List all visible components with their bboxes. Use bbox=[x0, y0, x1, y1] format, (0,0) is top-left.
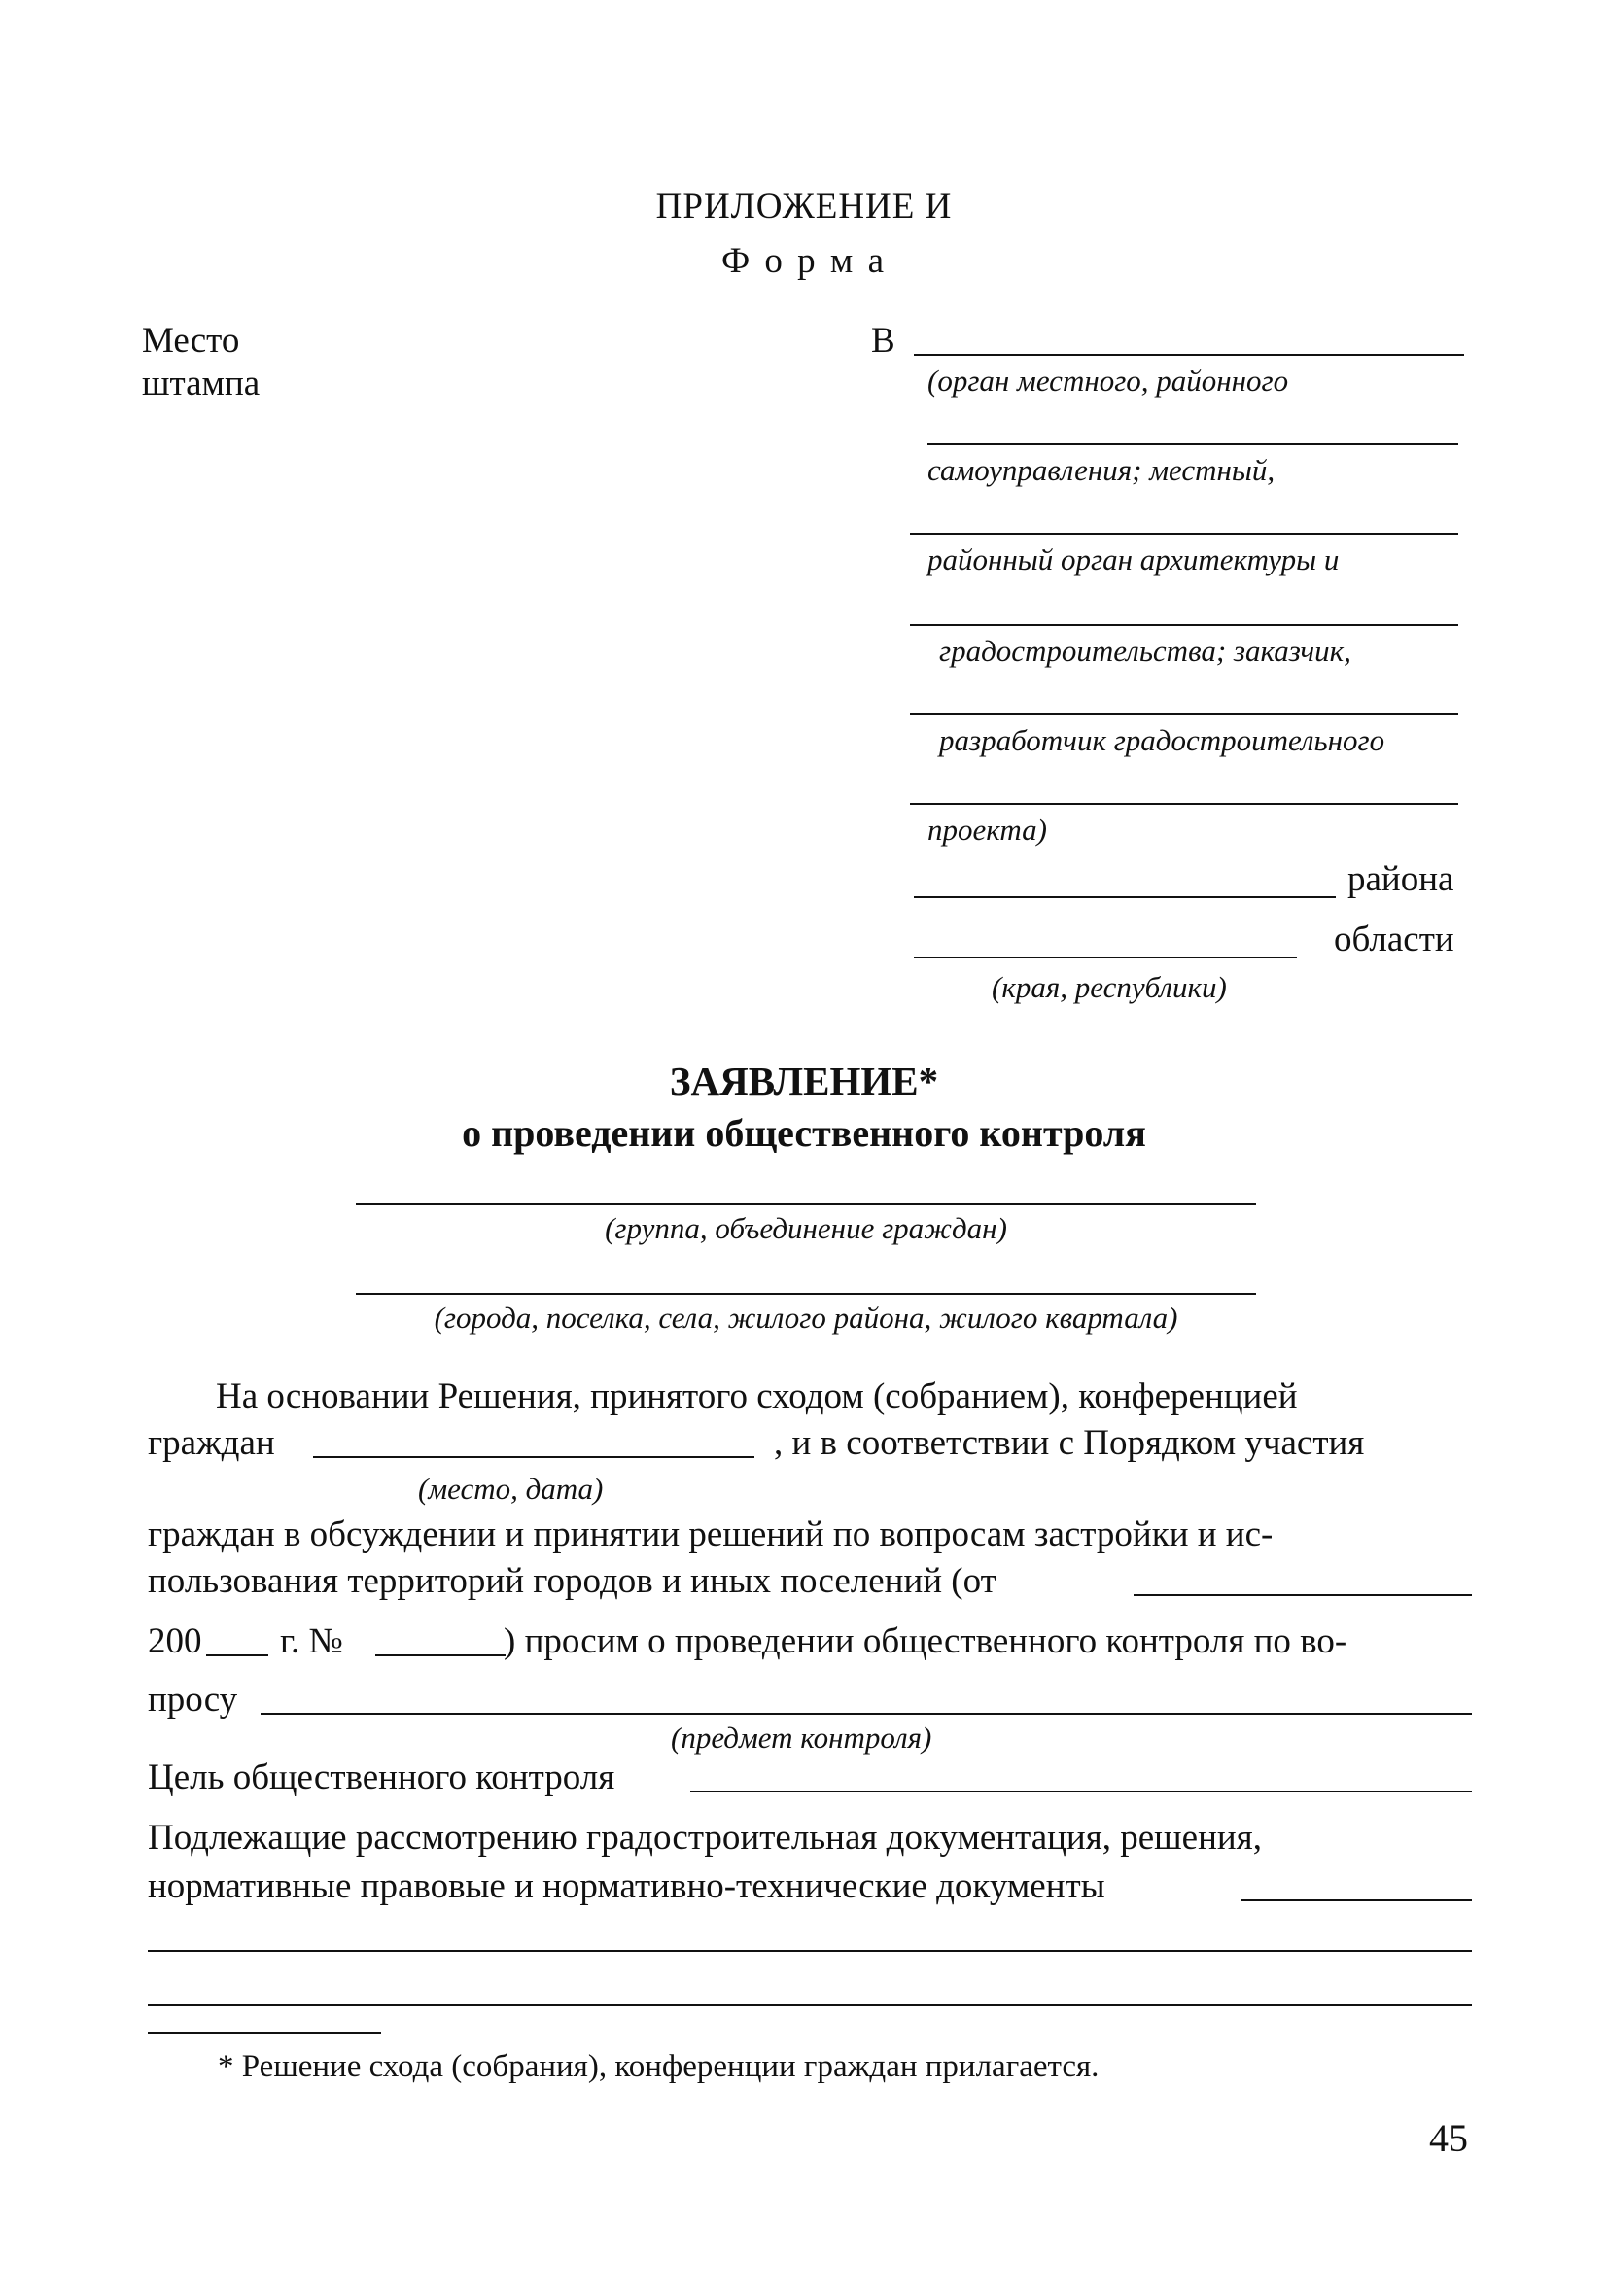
body-line-6: просу bbox=[148, 1680, 238, 1720]
body-line-1: На основании Решения, принятого сходом (собранием), конференцией bbox=[216, 1376, 1298, 1416]
blank-line-1[interactable] bbox=[148, 1950, 1472, 1952]
place-date-line[interactable] bbox=[313, 1456, 754, 1458]
addressee-line-5[interactable] bbox=[910, 713, 1458, 715]
year-prefix: 200 bbox=[148, 1621, 202, 1661]
footnote-separator bbox=[148, 2032, 381, 2034]
decision-date-line[interactable] bbox=[1134, 1594, 1472, 1596]
footnote: * Решение схода (собрания), конференции граждан прилагается. bbox=[218, 2049, 1100, 2084]
addressee-line-1[interactable] bbox=[914, 354, 1464, 356]
addressee-caption-3: районный орган архитектуры и bbox=[927, 542, 1340, 576]
page-number: 45 bbox=[1429, 2116, 1468, 2160]
body-line-5-rest: ) просим о проведении общественного контроля по во- bbox=[504, 1621, 1347, 1661]
appendix-heading: ПРИЛОЖЕНИЕ И bbox=[655, 187, 953, 226]
number-line[interactable] bbox=[375, 1654, 506, 1656]
region-label: области bbox=[1334, 920, 1454, 959]
place-date-caption: (место, дата) bbox=[418, 1472, 604, 1506]
addressee-line-2[interactable] bbox=[927, 443, 1458, 445]
stamp-label-line1: Место bbox=[142, 321, 240, 361]
subject-line[interactable] bbox=[261, 1713, 1472, 1715]
addressee-caption-4: градостроительства; заказчик, bbox=[939, 634, 1351, 668]
docs-line-2: нормативные правовые и нормативно-технические документы bbox=[148, 1866, 1105, 1906]
addressee-caption-5: разработчик градостроительного bbox=[939, 723, 1385, 757]
stamp-label-line2: штампа bbox=[142, 364, 261, 403]
form-heading: Ф о р м а bbox=[720, 241, 888, 281]
goal-label: Цель общественного контроля bbox=[148, 1757, 615, 1797]
blank-line-2[interactable] bbox=[148, 2004, 1472, 2006]
body-line-2-start: граждан bbox=[148, 1423, 275, 1463]
addressee-prefix: В bbox=[871, 321, 895, 361]
number-sign: г. № bbox=[280, 1621, 343, 1661]
docs-line[interactable] bbox=[1241, 1899, 1472, 1901]
addressee-line-4[interactable] bbox=[910, 624, 1458, 626]
addressee-line-6[interactable] bbox=[910, 803, 1458, 805]
place-line[interactable] bbox=[356, 1293, 1256, 1295]
place-caption: (города, поселка, села, жилого района, жилого квартала) bbox=[434, 1301, 1178, 1335]
goal-line[interactable] bbox=[690, 1791, 1472, 1792]
subject-caption: (предмет контроля) bbox=[671, 1721, 932, 1755]
group-line[interactable] bbox=[356, 1203, 1256, 1205]
region-line[interactable] bbox=[914, 957, 1297, 958]
docs-line-1: Подлежащие рассмотрению градостроительная документация, решения, bbox=[148, 1818, 1262, 1858]
addressee-caption-6: проекта) bbox=[927, 813, 1047, 847]
district-label: района bbox=[1347, 859, 1454, 899]
statement-subtitle: о проведении общественного контроля bbox=[462, 1111, 1146, 1155]
statement-title: ЗАЯВЛЕНИЕ* bbox=[669, 1059, 939, 1103]
region-caption: (края, республики) bbox=[992, 970, 1227, 1004]
group-caption: (группа, объединение граждан) bbox=[605, 1211, 1007, 1245]
addressee-caption-2: самоуправления; местный, bbox=[927, 453, 1276, 487]
addressee-line-3[interactable] bbox=[910, 533, 1458, 535]
addressee-caption-1: (орган местного, районного bbox=[927, 364, 1289, 398]
body-line-3: граждан в обсуждении и принятии решений по вопросам застройки и ис- bbox=[148, 1514, 1274, 1554]
body-line-2-end: , и в соответствии с Порядком участия bbox=[774, 1423, 1365, 1463]
body-line-4: пользования территорий городов и иных поселений (от bbox=[148, 1561, 996, 1601]
district-line[interactable] bbox=[914, 896, 1336, 898]
year-line[interactable] bbox=[206, 1654, 268, 1656]
